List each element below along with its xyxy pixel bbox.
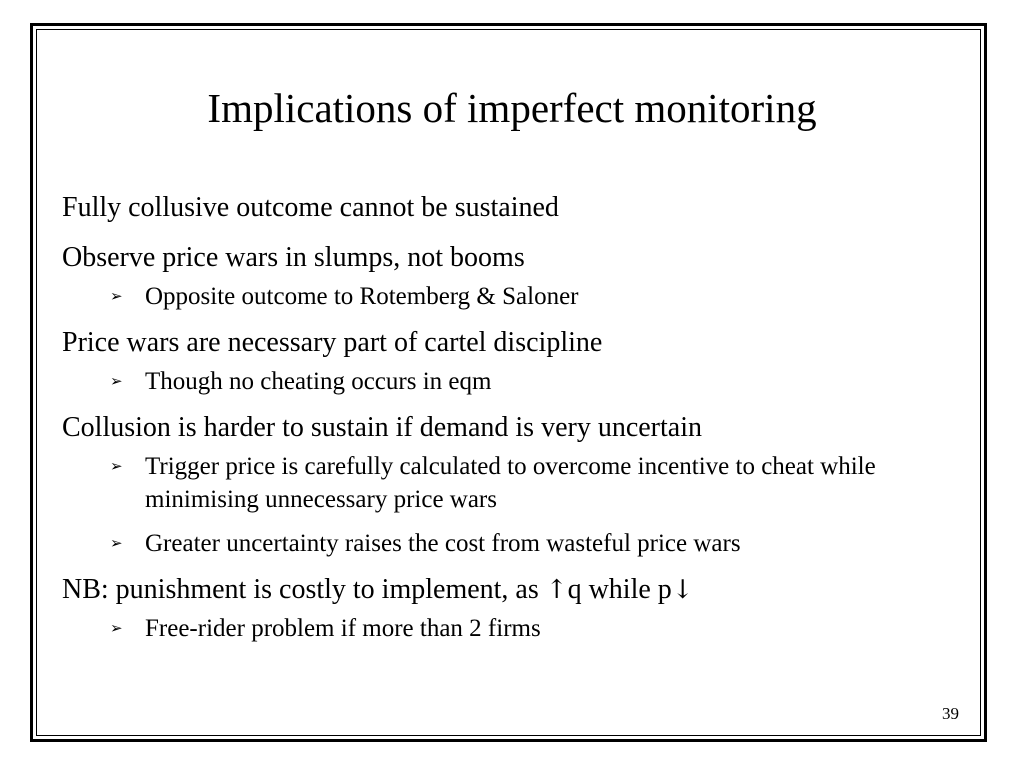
sub-bullet	[62, 365, 962, 398]
sub-bullet-text: Free-rider problem if more than 2 firms	[145, 615, 541, 642]
arrow-bullet-icon: ➢	[110, 287, 123, 305]
sub-bullet-text: Greater uncertainty raises the cost from wasteful price wars	[145, 530, 741, 557]
bullet-point: Observe price wars in slumps, not booms	[62, 242, 525, 273]
bullet-text: NB: punishment is costly to implement, as	[62, 574, 546, 605]
arrow-bullet-icon: ➢	[110, 372, 123, 390]
slide-title: Implications of imperfect monitoring	[207, 85, 817, 131]
sub-bullet	[62, 612, 962, 645]
bullet-point	[62, 570, 962, 610]
slide-body	[62, 188, 962, 645]
sub-bullet	[62, 527, 962, 560]
sub-bullet-text: Opposite outcome to Rotemberg & Saloner	[145, 283, 579, 310]
bullet-text: q while p	[567, 574, 672, 605]
page-number: 39	[942, 704, 959, 723]
bullet-point: Price wars are necessary part of cartel discipline	[62, 327, 603, 358]
sub-bullet-text: Trigger price is carefully calculated to overcome incentive to cheat while minimising unnecessary price wars	[145, 453, 876, 513]
sub-bullet	[62, 450, 962, 516]
arrow-bullet-icon: ➢	[110, 534, 123, 552]
sub-bullet-text: Though no cheating occurs in eqm	[145, 368, 492, 395]
sub-bullet	[62, 280, 962, 313]
down-arrow-icon: ↓	[671, 575, 694, 605]
bullet-point: Collusion is harder to sustain if demand is very uncertain	[62, 412, 702, 443]
arrow-bullet-icon: ➢	[110, 457, 123, 475]
arrow-bullet-icon: ➢	[110, 619, 123, 637]
bullet-point: Fully collusive outcome cannot be sustained	[62, 192, 559, 223]
up-arrow-icon: ↑	[545, 575, 568, 605]
